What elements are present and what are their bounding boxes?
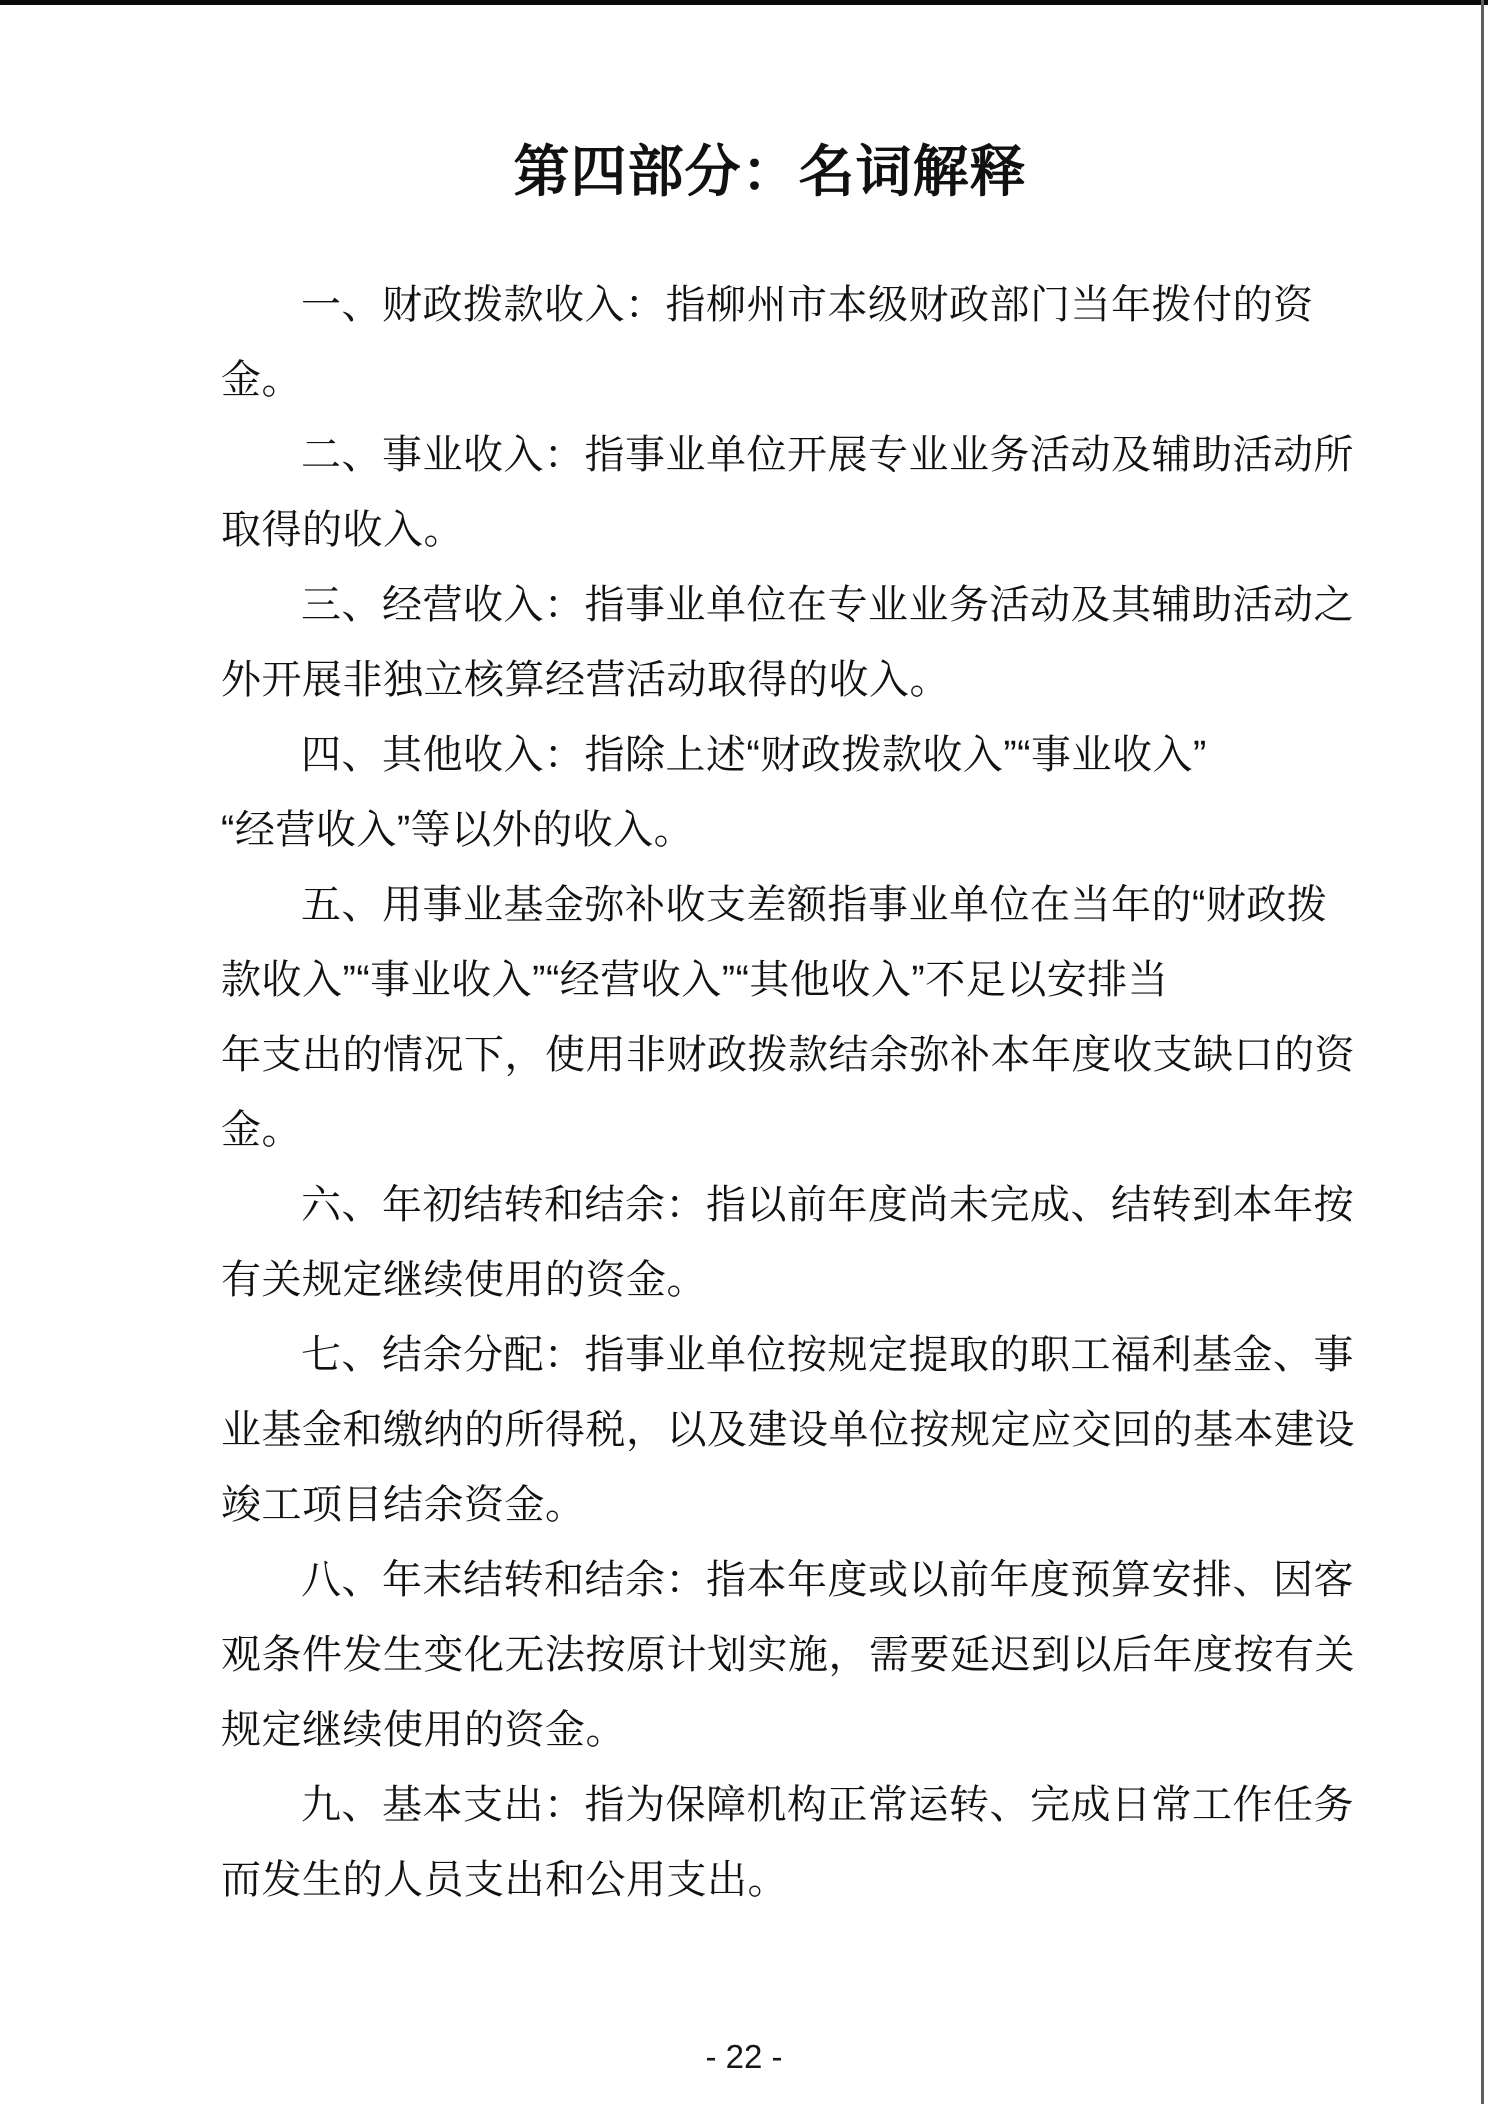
paragraph-line: 四、其他收入：指除上述“财政拨款收入”“事业收入” xyxy=(301,733,1207,777)
paragraph-line: 九、基本支出：指为保障机构正常运转、完成日常工作任务 xyxy=(301,1783,1354,1827)
paragraph-line: 金。 xyxy=(221,358,302,402)
page-title: 第四部分：名词解释 xyxy=(513,140,1027,203)
paragraph-line: 外开展非独立核算经营活动取得的收入。 xyxy=(221,658,950,702)
paragraph xyxy=(221,568,1401,718)
page-number: - 22 - xyxy=(705,2038,783,2075)
scan-edge-top xyxy=(0,0,1488,5)
document-body xyxy=(221,268,1401,1918)
paragraph-line: 年支出的情况下，使用非财政拨款结余弥补本年度收支缺口的资 xyxy=(221,1033,1355,1077)
paragraph xyxy=(221,1543,1401,1768)
paragraph-line: 八、年末结转和结余：指本年度或以前年度预算安排、因客 xyxy=(301,1558,1354,1602)
paragraph-line: 款收入”“事业收入”“经营收入”“其他收入”不足以安排当 xyxy=(221,958,1169,1002)
paragraph xyxy=(221,718,1401,868)
paragraph xyxy=(221,1168,1401,1318)
paragraph-line: 三、经营收入：指事业单位在专业业务活动及其辅助活动之 xyxy=(301,583,1354,627)
paragraph-line: 有关规定继续使用的资金。 xyxy=(221,1258,707,1302)
paragraph-line: 业基金和缴纳的所得税，以及建设单位按规定应交回的基本建设 xyxy=(221,1408,1355,1452)
paragraph xyxy=(221,268,1401,418)
paragraph-line: 取得的收入。 xyxy=(221,508,464,552)
paragraph-line: 规定继续使用的资金。 xyxy=(221,1708,626,1752)
paragraph-line: 金。 xyxy=(221,1108,302,1152)
paragraph-line: “经营收入”等以外的收入。 xyxy=(221,808,695,852)
paragraph xyxy=(221,1768,1401,1918)
paragraph xyxy=(221,418,1401,568)
paragraph-line: 一、财政拨款收入：指柳州市本级财政部门当年拨付的资 xyxy=(301,283,1314,327)
paragraph-line: 五、用事业基金弥补收支差额指事业单位在当年的“财政拨 xyxy=(301,883,1328,927)
scan-edge-right xyxy=(1481,0,1484,2104)
paragraph xyxy=(221,868,1401,1168)
paragraph-line: 竣工项目结余资金。 xyxy=(221,1483,586,1527)
paragraph-line: 观条件发生变化无法按原计划实施，需要延迟到以后年度按有关 xyxy=(221,1633,1355,1677)
paragraph-line: 而发生的人员支出和公用支出。 xyxy=(221,1858,788,1902)
paragraph-line: 二、事业收入：指事业单位开展专业业务活动及辅助活动所 xyxy=(301,433,1354,477)
paragraph-line: 六、年初结转和结余：指以前年度尚未完成、结转到本年按 xyxy=(301,1183,1354,1227)
paragraph xyxy=(221,1318,1401,1543)
paragraph-line: 七、结余分配：指事业单位按规定提取的职工福利基金、事 xyxy=(301,1333,1354,1377)
